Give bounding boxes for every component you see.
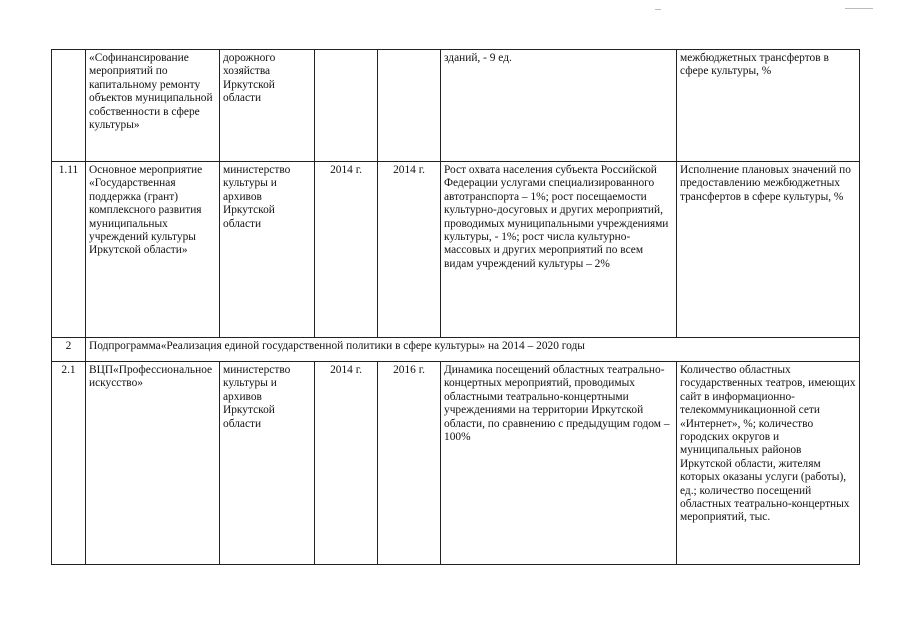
indicator: межбюджетных трансфертов в сфере культуры, % <box>677 50 860 162</box>
table-row <box>52 50 860 162</box>
end-year: 2014 г. <box>378 162 441 338</box>
scan-mark <box>845 8 873 9</box>
row-number: 2 <box>52 338 86 362</box>
scan-mark <box>655 9 661 10</box>
program-table <box>51 49 860 565</box>
start-year <box>315 50 378 162</box>
event-name: «Софинансирование мероприятий по капитальному ремонту объектов муниципальной собственности в сфере культуры» <box>86 50 220 162</box>
indicator: Исполнение плановых значений по предоставлению межбюджетных трансфертов в сфере культуры, % <box>677 162 860 338</box>
subprogram-row <box>52 338 860 362</box>
indicator: Количество областных государственных театров, имеющих сайт в информационно-телекоммуникационной сети «Интернет», %; количество городских округов и муниципальных районов Иркутской области, жителям которых оказаны услуги (работы), ед.; количество посещений областных театрально-концертных мероприятий, тыс. <box>677 362 860 565</box>
expected-result: Динамика посещений областных театрально-концертных мероприятий, проводимых областными театрально-концертными учреждениями на территории Иркутской области, по сравнению с предыдущим годом – 100% <box>441 362 677 565</box>
event-name: Основное мероприятие «Государственная поддержка (грант) комплексного развития муниципальных учреждений культуры Иркутской области» <box>86 162 220 338</box>
start-year: 2014 г. <box>315 162 378 338</box>
executor: дорожного хозяйства Иркутской области <box>220 50 315 162</box>
start-year: 2014 г. <box>315 362 378 565</box>
row-number: 2.1 <box>52 362 86 565</box>
event-name: ВЦП«Профессиональное искусство» <box>86 362 220 565</box>
executor: министерство культуры и архивов Иркутской области <box>220 362 315 565</box>
row-number <box>52 50 86 162</box>
end-year <box>378 50 441 162</box>
table-row <box>52 362 860 565</box>
executor: министерство культуры и архивов Иркутской области <box>220 162 315 338</box>
row-number: 1.11 <box>52 162 86 338</box>
subprogram-title: Подпрограмма«Реализация единой государственной политики в сфере культуры» на 2014 – 2020 годы <box>86 338 860 362</box>
expected-result: Рост охвата населения субъекта Российской Федерации услугами специализированного автотранспорта – 1%; рост посещаемости культурно-досуговых и других мероприятий, проводимых муниципальными учреждениями культуры, - 1%; рост числа культурно-массовых и других мероприятий по всем видам учреждений культуры – 2% <box>441 162 677 338</box>
table-row <box>52 162 860 338</box>
expected-result: зданий, - 9 ед. <box>441 50 677 162</box>
end-year: 2016 г. <box>378 362 441 565</box>
